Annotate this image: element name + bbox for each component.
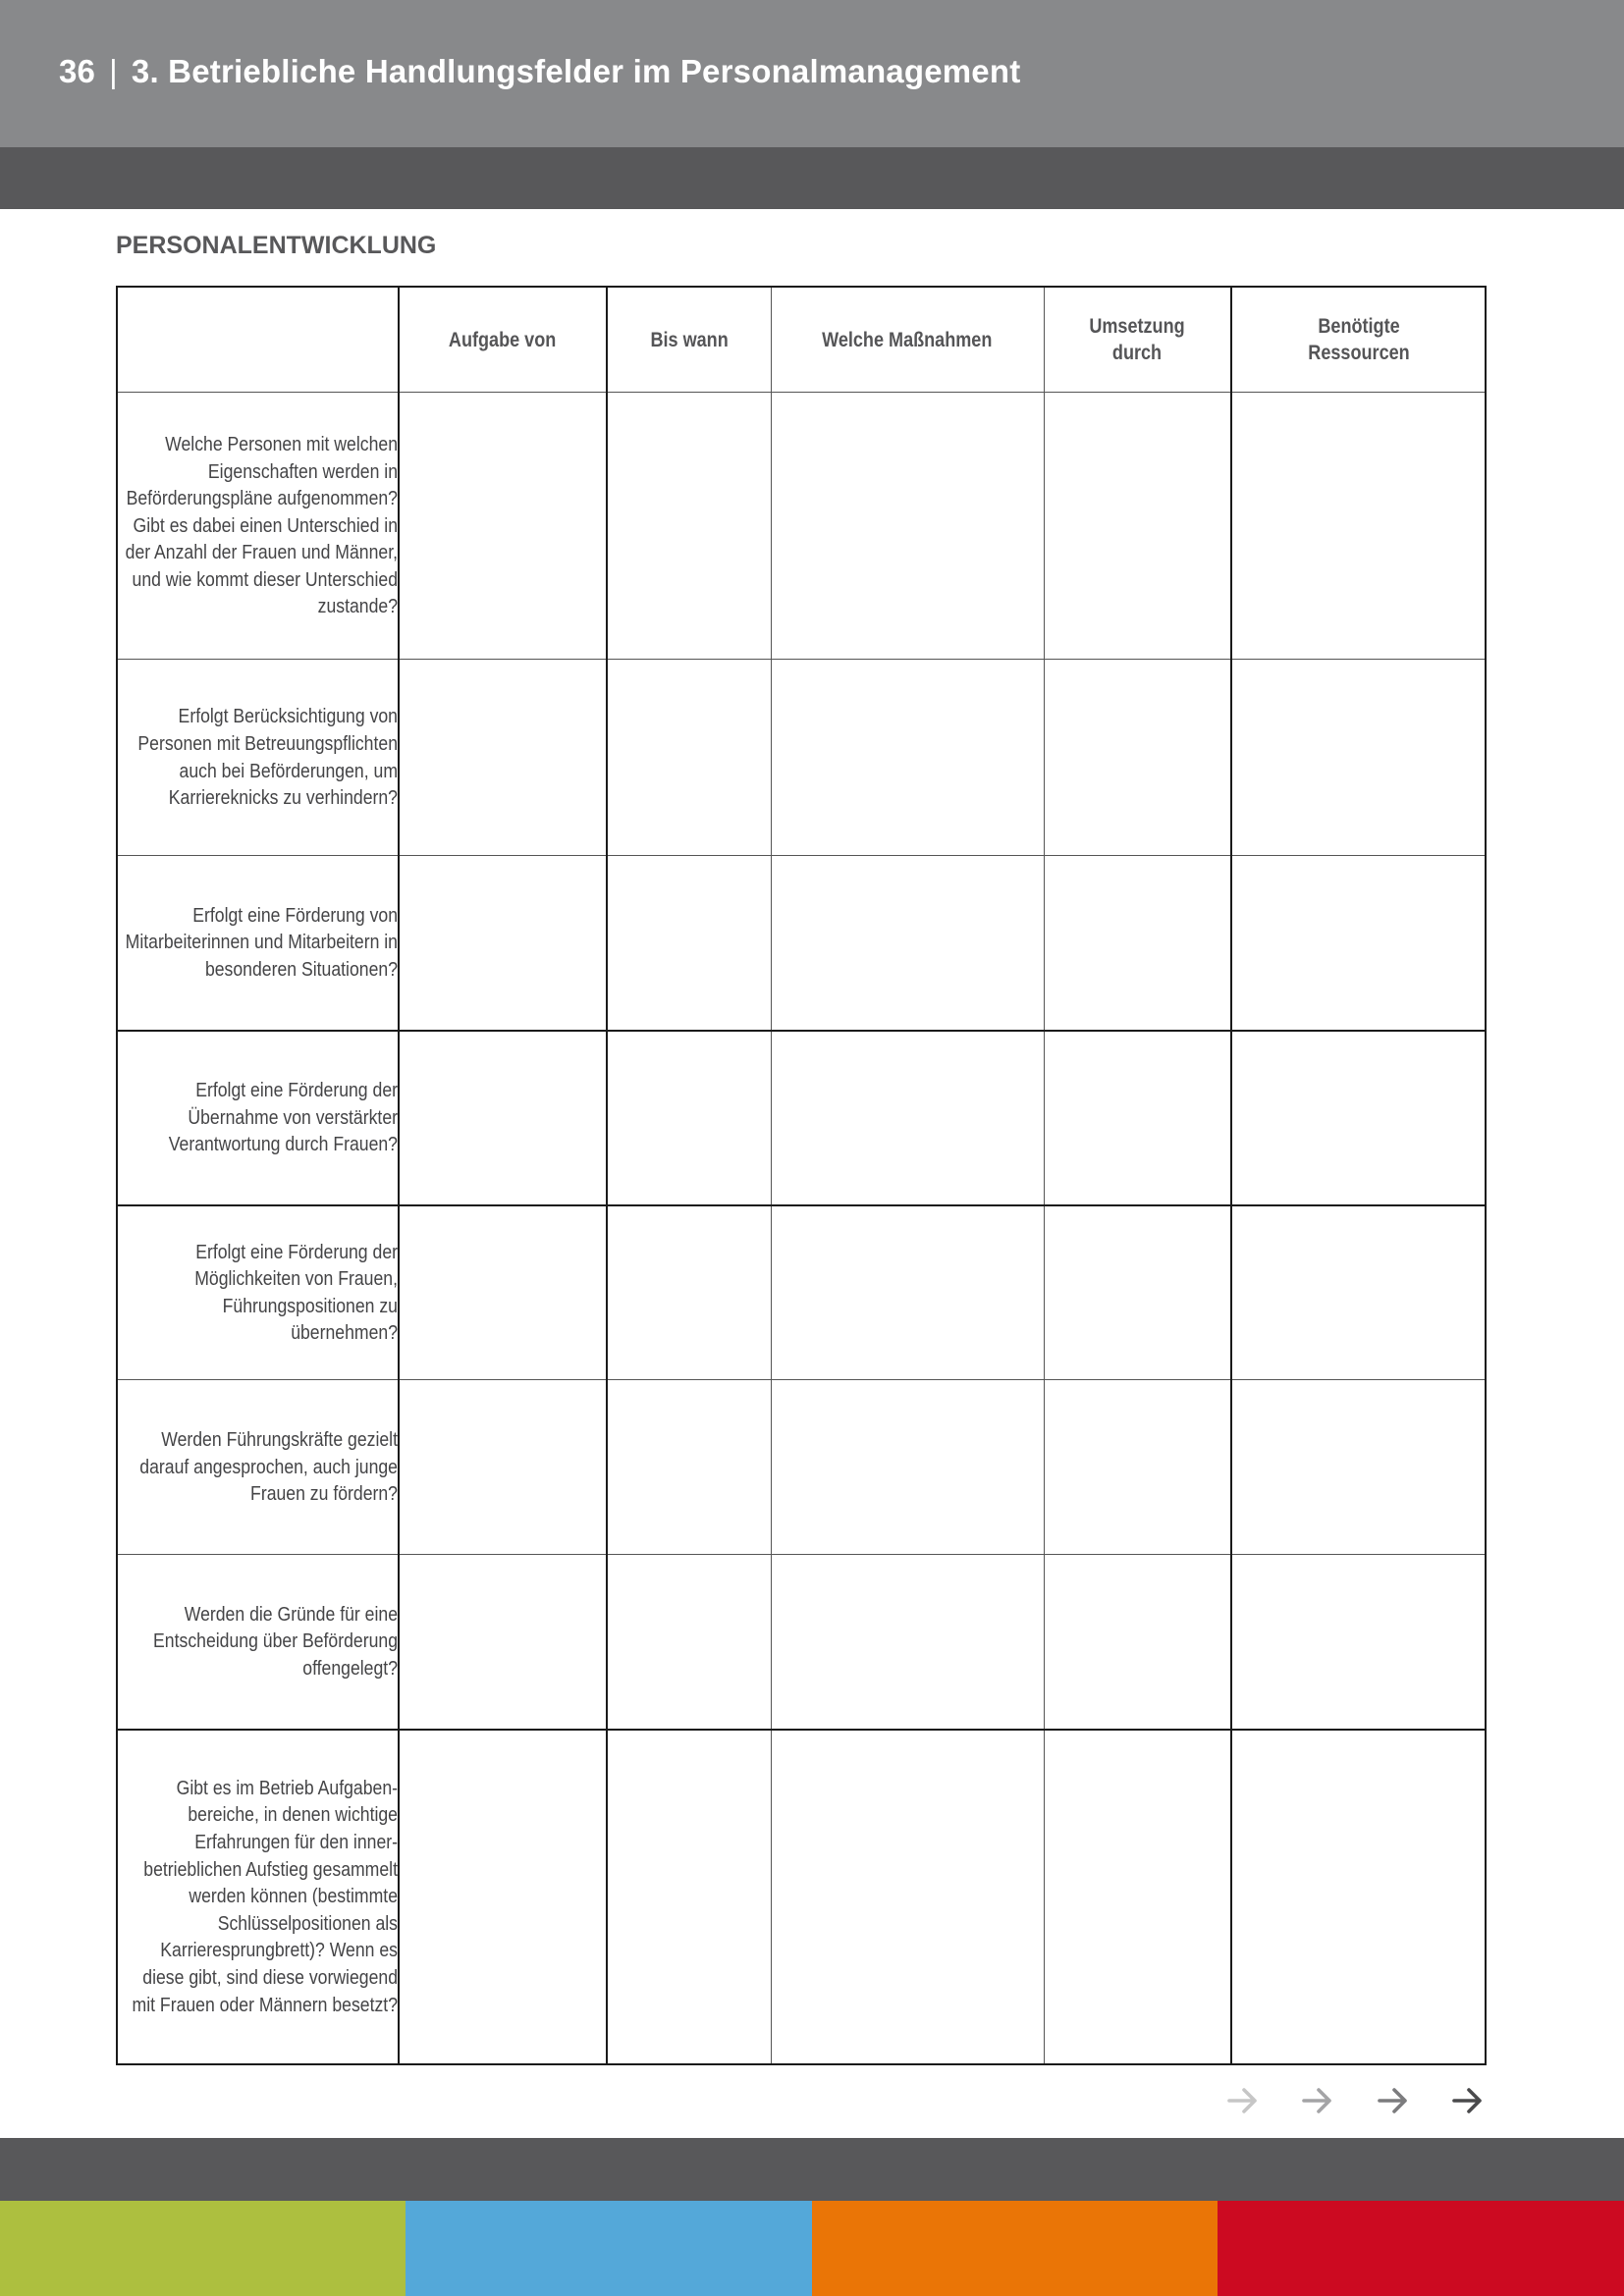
answer-cell-aufgabe-von[interactable] <box>399 660 607 856</box>
answer-cell-bis-wann[interactable] <box>607 660 771 856</box>
answer-cell-ressourcen[interactable] <box>1231 1555 1486 1730</box>
answer-cell-ressourcen[interactable] <box>1231 393 1486 660</box>
answer-cell-bis-wann[interactable] <box>607 1031 771 1205</box>
answer-cell-umsetzung[interactable] <box>1044 393 1231 660</box>
table-header-row <box>117 287 1486 393</box>
arrow-right-icon[interactable] <box>1376 2083 1411 2118</box>
column-header-massnahmen: Welche Maßnahmen <box>771 287 1044 393</box>
answer-cell-massnahmen[interactable] <box>771 1205 1044 1380</box>
stripe-blue <box>406 2201 812 2296</box>
answer-cell-ressourcen[interactable] <box>1231 660 1486 856</box>
question-cell: Werden die Gründe für eine Entscheidung über Beförderung offengelegt? <box>117 1555 399 1730</box>
answer-cell-aufgabe-von[interactable] <box>399 393 607 660</box>
answer-cell-massnahmen[interactable] <box>771 856 1044 1031</box>
question-cell: Welche Personen mit welchen Eigenschaften werden in Beförderungspläne aufgenommen? Gibt es dabei einen Unterschied in der Anzahl der Frauen und Männer, und wie kommt dieser Unterschied zustande? <box>117 393 399 660</box>
arrow-right-icon[interactable] <box>1225 2083 1261 2118</box>
table-row <box>117 1031 1486 1205</box>
answer-cell-aufgabe-von[interactable] <box>399 1555 607 1730</box>
table-row <box>117 1730 1486 2064</box>
page-header <box>0 0 1624 147</box>
chapter-title: 3. Betriebliche Handlungsfelder im Personalmanagement <box>131 53 1021 89</box>
answer-cell-aufgabe-von[interactable] <box>399 1380 607 1555</box>
answer-cell-aufgabe-von[interactable] <box>399 1730 607 2064</box>
table-row <box>117 1555 1486 1730</box>
stripe-green <box>0 2201 406 2296</box>
answer-cell-ressourcen[interactable] <box>1231 1730 1486 2064</box>
answer-cell-umsetzung[interactable] <box>1044 1380 1231 1555</box>
answer-cell-massnahmen[interactable] <box>771 660 1044 856</box>
section-title: PERSONALENTWICKLUNG <box>116 232 437 259</box>
answer-cell-bis-wann[interactable] <box>607 856 771 1031</box>
answer-cell-aufgabe-von[interactable] <box>399 1205 607 1380</box>
page-navigation <box>1225 2083 1490 2118</box>
answer-cell-umsetzung[interactable] <box>1044 1031 1231 1205</box>
table-row <box>117 856 1486 1031</box>
question-cell: Werden Führungskräfte gezielt darauf angesprochen, auch junge Frauen zu fördern? <box>117 1380 399 1555</box>
column-header-ressourcen: Benötigte Ressourcen <box>1231 287 1486 393</box>
question-cell: Erfolgt Berücksichtigung von Personen mit Betreuungspflichten auch bei Beförderungen, um Karriereknicks zu verhindern? <box>117 660 399 856</box>
table-row <box>117 1205 1486 1380</box>
answer-cell-massnahmen[interactable] <box>771 1380 1044 1555</box>
table-row <box>117 393 1486 660</box>
page-number: 36 <box>59 53 96 89</box>
answer-cell-massnahmen[interactable] <box>771 393 1044 660</box>
stripe-orange <box>812 2201 1218 2296</box>
answer-cell-aufgabe-von[interactable] <box>399 856 607 1031</box>
color-stripes <box>0 2201 1624 2296</box>
question-cell: Erfolgt eine Förderung der Übernahme von verstärkter Verantwortung durch Frauen? <box>117 1031 399 1205</box>
answer-cell-umsetzung[interactable] <box>1044 1205 1231 1380</box>
answer-cell-massnahmen[interactable] <box>771 1730 1044 2064</box>
answer-cell-massnahmen[interactable] <box>771 1555 1044 1730</box>
answer-cell-massnahmen[interactable] <box>771 1031 1044 1205</box>
answer-cell-ressourcen[interactable] <box>1231 1205 1486 1380</box>
footer-band <box>0 2138 1624 2201</box>
answer-cell-bis-wann[interactable] <box>607 1380 771 1555</box>
column-header-question <box>117 287 399 393</box>
column-header-umsetzung: Umsetzung durch <box>1044 287 1231 393</box>
question-cell: Gibt es im Betrieb Aufgabenbereiche, in denen wichtige Erfahrungen für den innerbetrieblichen Aufstieg gesammelt werden können (bestimmte Schlüsselpositionen als Karrieresprungbrett)? Wenn es diese gibt, sind diese vorwiegend mit Frauen oder Männern besetzt? <box>117 1730 399 2064</box>
stripe-red <box>1218 2201 1624 2296</box>
answer-cell-bis-wann[interactable] <box>607 393 771 660</box>
answer-cell-bis-wann[interactable] <box>607 1555 771 1730</box>
question-cell: Erfolgt eine Förderung der Möglichkeiten von Frauen, Führungspositionen zu übernehmen? <box>117 1205 399 1380</box>
answer-cell-ressourcen[interactable] <box>1231 1031 1486 1205</box>
answer-cell-umsetzung[interactable] <box>1044 660 1231 856</box>
answer-cell-bis-wann[interactable] <box>607 1205 771 1380</box>
column-header-aufgabe-von: Aufgabe von <box>399 287 607 393</box>
answer-cell-umsetzung[interactable] <box>1044 1730 1231 2064</box>
answer-cell-ressourcen[interactable] <box>1231 1380 1486 1555</box>
column-header-bis-wann: Bis wann <box>607 287 771 393</box>
table-row <box>117 1380 1486 1555</box>
header-band <box>0 147 1624 209</box>
header-title <box>59 53 1020 90</box>
header-separator: | <box>109 53 118 89</box>
answer-cell-ressourcen[interactable] <box>1231 856 1486 1031</box>
question-cell: Erfolgt eine Förderung von Mitarbeiterinnen und Mitarbeitern in besonderen Situationen? <box>117 856 399 1031</box>
answer-cell-umsetzung[interactable] <box>1044 856 1231 1031</box>
arrow-right-icon[interactable] <box>1300 2083 1335 2118</box>
answer-cell-umsetzung[interactable] <box>1044 1555 1231 1730</box>
answer-cell-aufgabe-von[interactable] <box>399 1031 607 1205</box>
arrow-right-icon[interactable] <box>1450 2083 1486 2118</box>
answer-cell-bis-wann[interactable] <box>607 1730 771 2064</box>
table-row <box>117 660 1486 856</box>
checklist-table <box>116 286 1487 2065</box>
